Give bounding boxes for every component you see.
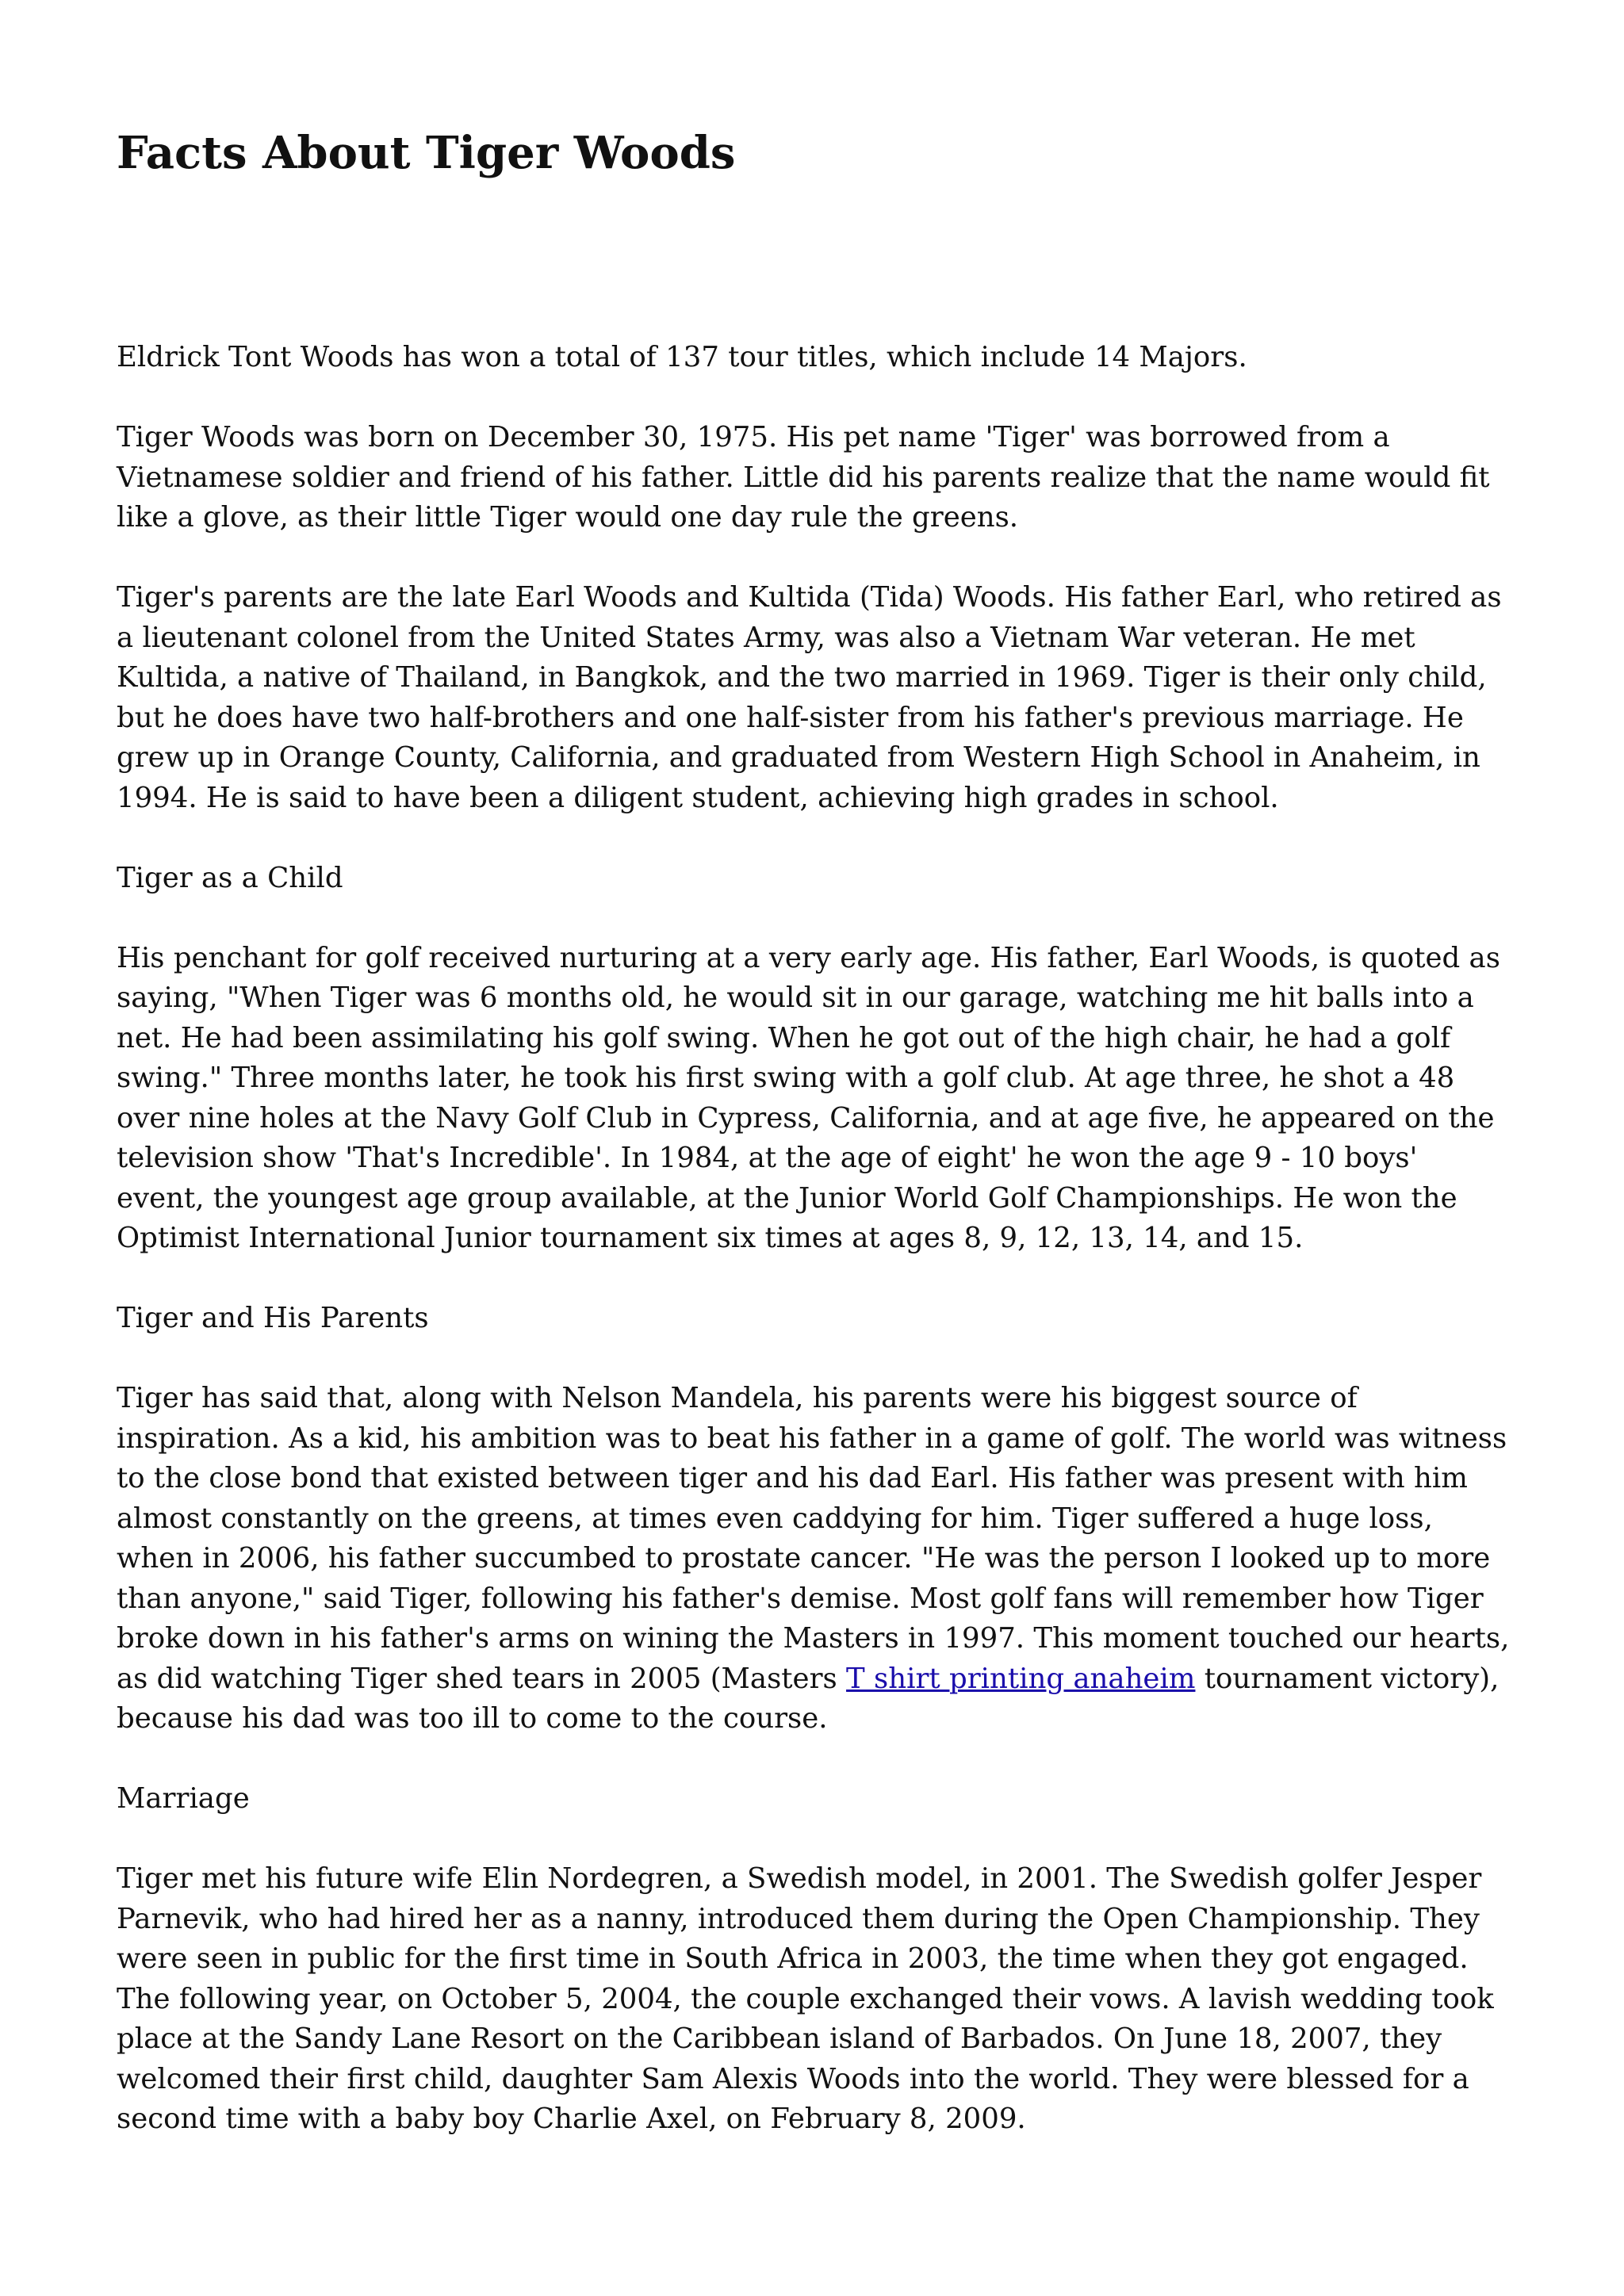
paragraph-marriage: Tiger met his future wife Elin Nordegren, a Swedish model, in 2001. The Swedish golfer Jesper Parnevik, who had hired her as a nanny, introduced them during the Open Championship. They were seen in public for the first time in South Africa in 2003, the time when they got engaged. The following year, on October 5, 2004, the couple exchanged their vows. A lavish wedding took place at the Sandy Lane Resort on the Caribbean island of Barbados. On June 18, 2007, they welcomed their first child, daughter Sam Alexis Woods into the world. They were blessed for a second time with a baby boy Charlie Axel, on February 8, 2009. — [117, 1862, 1494, 2135]
section-heading-child: Tiger as a Child — [117, 861, 343, 894]
article-body — [117, 338, 1512, 2179]
paragraph-birth: Tiger Woods was born on December 30, 1975. His pet name 'Tiger' was borrowed from a Vietnamese soldier and friend of his father. Little did his parents realize that the name would fit like a glove, as their little Tiger would one day rule the greens. — [117, 421, 1490, 534]
paragraph-tour-titles: Eldrick Tont Woods has won a total of 137 tour titles, which include 14 Majors. — [117, 341, 1247, 373]
section-heading-parents: Tiger and His Parents — [117, 1302, 429, 1334]
paragraph-parents-background: Tiger's parents are the late Earl Woods and Kultida (Tida) Woods. His father Earl, who retired as a lieutenant colonel from the United States Army, was also a Vietnam War veteran. He met Kultida, a native of Thailand, in Bangkok, and the two married in 1969. Tiger is their only child, but he does have two half-brothers and one half-sister from his father's previous marriage. He grew up in Orange County, California, and graduated from Western High School in Anaheim, in 1994. He is said to have been a diligent student, achieving high grades in school. — [117, 581, 1502, 814]
t-shirt-printing-link[interactable]: T shirt printing anaheim — [846, 1662, 1196, 1695]
page-title: Facts About Tiger Woods — [117, 127, 736, 179]
paragraph-text-after-link: tournament victory), because his dad was too ill to come to the course. — [117, 1662, 1500, 1735]
paragraph-childhood: His penchant for golf received nurturing at a very early age. His father, Earl Woods, is quoted as saying, "When Tiger was 6 months old, he would sit in our garage, watching me hit balls into a net. He had been assimilating his golf swing. When he got out of the high chair, he had a golf swing." Three months later, he took his first swing with a golf club. At age three, he shot a 48 over nine holes at the Navy Golf Club in Cypress, California, and at age five, he appeared on the television show 'That's Incredible'. In 1984, at the age of eight' he won the age 9 - 10 boys' event, the youngest age group available, at the Junior World Golf Championships. He won the Optimist International Junior tournament six times at ages 8, 9, 12, 13, 14, and 15. — [117, 941, 1500, 1254]
paragraph-parents-inspiration — [117, 1379, 1512, 1739]
paragraph-text-before-link: Tiger has said that, along with Nelson Mandela, his parents were his biggest source of inspiration. As a kid, his ambition was to beat his father in a game of golf. The world was witness to the close bond that existed between tiger and his dad Earl. His father was present with him almost constantly on the greens, at times even caddying for him. Tiger suffered a huge loss, when in 2006, his father succumbed to prostate cancer. "He was the person I looked up to more than anyone," said Tiger, following his father's demise. Most golf fans will remember how Tiger broke down in his father's arms on wining the Masters in 1997. This moment touched our hearts, as did watching Tiger shed tears in 2005 (Masters — [117, 1382, 1510, 1695]
section-heading-marriage: Marriage — [117, 1782, 250, 1815]
